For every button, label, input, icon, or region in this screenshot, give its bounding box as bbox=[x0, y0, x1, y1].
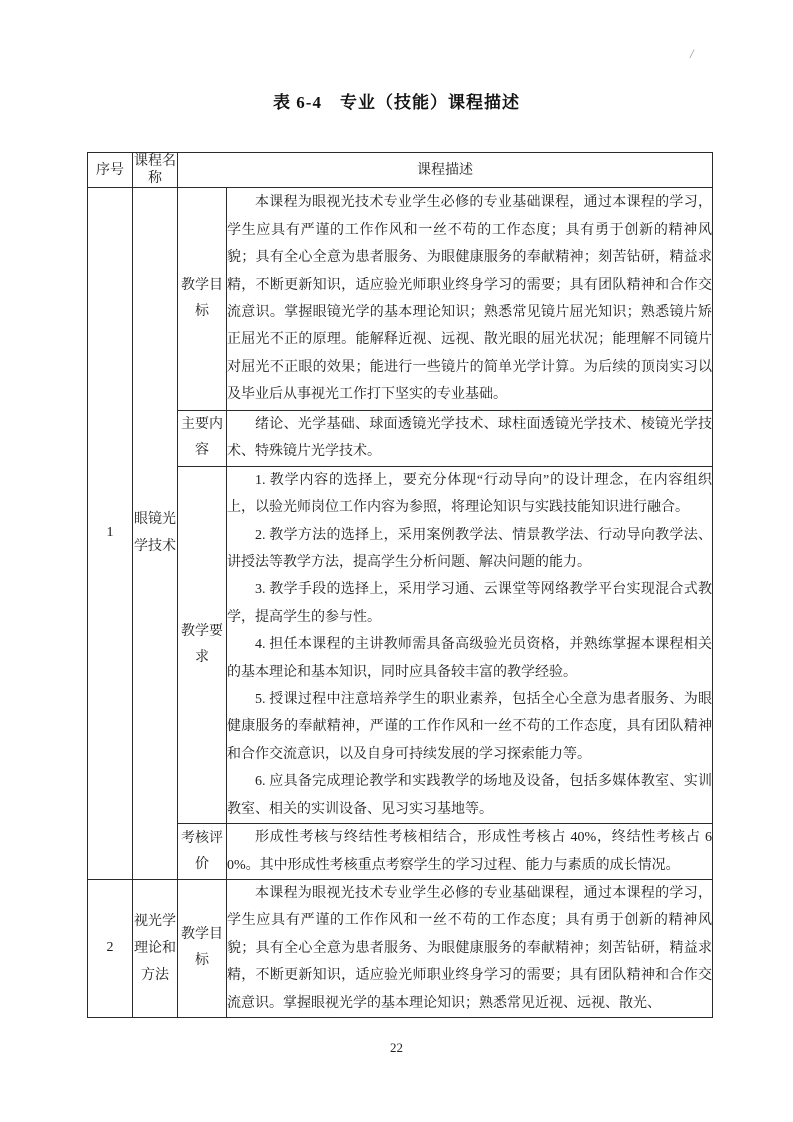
header-course-name: 课程名称 bbox=[134, 154, 176, 186]
table-header-row bbox=[88, 153, 713, 188]
table-row bbox=[88, 188, 713, 411]
section-label-teaching-requirements: 教学要求 bbox=[178, 466, 227, 823]
section-label-teaching-goal: 教学目标 bbox=[178, 188, 227, 411]
section-label-teaching-goal: 教学目标 bbox=[178, 879, 227, 1017]
section-content-teaching-goal bbox=[227, 879, 713, 1017]
course-name: 眼镜光学技术 bbox=[133, 188, 178, 880]
section-label-assessment: 考核评价 bbox=[178, 824, 227, 880]
paragraph: 本课程为眼视光技术专业学生必修的专业基础课程，通过本课程的学习，学生应具有严谨的工作作风和一丝不苟的工作态度；具有勇于创新的精神风貌；具有全心全意为患者服务、为眼健康服务的奉献精神；刻苦钻研，精益求精，不断更新知识，适应验光师职业终身学习的需要；具有团队精神和合作交流意识。掌握眼镜光学的基本理论知识；熟悉常见镜片屈光知识；熟悉镜片矫正屈光不正的原理。能解释近视、远视、散光眼的屈光状况；能理解不同镜片对屈光不正眼的效果；能进行一些镜片的简单光学计算。为后续的顶岗实习以及毕业后从事视光工作打下坚实的专业基础。 bbox=[227, 195, 712, 403]
table-row bbox=[88, 824, 713, 880]
section-content-teaching-requirements bbox=[227, 466, 713, 823]
table-row bbox=[88, 879, 713, 1017]
header-index: 序号 bbox=[88, 153, 133, 188]
row-index: 2 bbox=[88, 879, 133, 1017]
page-number: 22 bbox=[390, 1040, 403, 1055]
section-content-main-content bbox=[227, 411, 713, 467]
section-label-main-content: 主要内容 bbox=[178, 411, 227, 467]
page-title: 表 6-4 专业（技能）课程描述 bbox=[273, 93, 520, 112]
paragraph: 形成性考核与终结性考核相结合，形成性考核占 40%，终结性考核占 60%。其中形成性考核重点考察学生的学习过程、能力与素质的成长情况。 bbox=[227, 830, 712, 873]
table-row bbox=[88, 466, 713, 823]
table-row bbox=[88, 411, 713, 467]
corner-slash-mark: / bbox=[690, 46, 694, 61]
paragraph: 1. 教学内容的选择上，要充分体现“行动导向”的设计理念，在内容组织上，以验光师岗位工作内容为参照，将理论知识与实践技能知识进行融合。 bbox=[227, 472, 712, 516]
row-index: 1 bbox=[88, 188, 133, 880]
paragraph: 绪论、光学基础、球面透镜光学技术、球柱面透镜光学技术、棱镜光学技术、特殊镜片光学技术。 bbox=[227, 417, 712, 460]
paragraph: 2. 教学方法的选择上，采用案例教学法、情景教学法、行动导向教学法、讲授法等教学方法，提高学生分析问题、解决问题的能力。 bbox=[227, 527, 712, 571]
section-content-teaching-goal bbox=[227, 188, 713, 411]
paragraph: 4. 担任本课程的主讲教师需具备高级验光员资格，并熟练掌握本课程相关的基本理论和基本知识，同时应具备较丰富的教学经验。 bbox=[227, 637, 712, 680]
section-content-assessment bbox=[227, 824, 713, 880]
course-description-table bbox=[87, 152, 713, 1018]
paragraph: 本课程为眼视光技术专业学生必修的专业基础课程，通过本课程的学习，学生应具有严谨的工作作风和一丝不苟的工作态度；具有勇于创新的精神风貌；具有全心全意为患者服务、为眼健康服务的奉献精神；刻苦钻研，精益求精，不断更新知识，适应验光师职业终身学习的需要；具有团队精神和合作交流意识。掌握眼视光学的基本理论知识；熟悉常见近视、远视、散光、 bbox=[227, 885, 712, 1011]
paragraph: 6. 应具备完成理论教学和实践教学的场地及设备，包括多媒体教室、实训教室、相关的实训设备、见习实习基地等。 bbox=[227, 774, 712, 817]
paragraph: 5. 授课过程中注意培养学生的职业素养，包括全心全意为患者服务、为眼健康服务的奉献精神，严谨的工作作风和一丝不苟的工作态度，具有团队精神和合作交流意识，以及自身可持续发展的学习探索能力等。 bbox=[227, 692, 712, 762]
header-description: 课程描述 bbox=[178, 153, 713, 188]
paragraph: 3. 教学手段的选择上，采用学习通、云课堂等网络教学平台实现混合式教学，提高学生的参与性。 bbox=[227, 582, 712, 625]
course-name: 视光学理论和方法 bbox=[133, 879, 178, 1017]
